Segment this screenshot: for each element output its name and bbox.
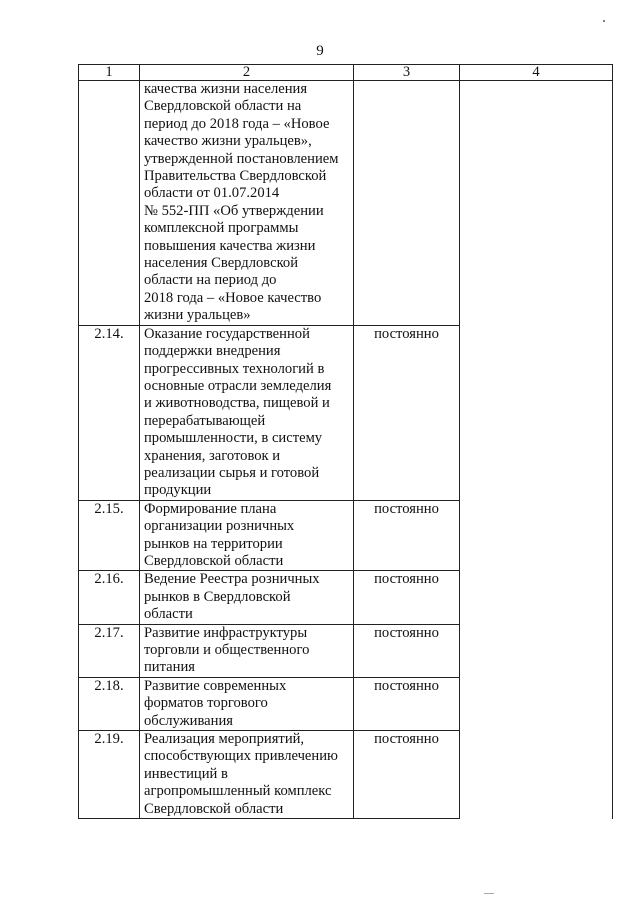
scan-speck [484,893,494,894]
row-term: постоянно [354,731,460,819]
scan-speck [603,20,605,22]
row-text: качества жизни населения Свердловской области на период до 2018 года – «Новое качество жизни уральцев», утвержденной постановлением Правительства Свердловской области от 01.07.2014 № 552-ПП «Об утверждении комплексной программы повышения качества жизни населения Свердловской области на период до 2018 года – «Новое качество жизни уральцев» [140,81,354,326]
row-term: постоянно [354,624,460,677]
row-number [79,81,140,326]
row-term: постоянно [354,571,460,624]
column-header-3: 3 [354,65,460,81]
table-header-row [79,65,613,81]
column-header-2: 2 [140,65,354,81]
row-text: Ведение Реестра розничных рынков в Свердловской области [140,571,354,624]
row-text: Развитие инфраструктуры торговли и общественного питания [140,624,354,677]
page-number: 9 [316,43,324,59]
column-header-1: 1 [79,65,140,81]
row-number: 2.16. [79,571,140,624]
row-text: Реализация мероприятий, способствующих привлечению инвестиций в агропромышленный комплекс Свердловской области [140,731,354,819]
row-text: Развитие современных форматов торгового обслуживания [140,677,354,730]
row-text: Оказание государственной поддержки внедрения прогрессивных технологий в основные отрасли земледелия и животноводства, пищевой и перерабатывающей промышленности, в систему хранения, заготовок и реализации сырья и готовой продукции [140,325,354,500]
document-table [78,64,613,819]
column-header-4: 4 [460,65,613,81]
row-number: 2.18. [79,677,140,730]
row-term [354,81,460,326]
row-term: постоянно [354,677,460,730]
row-number: 2.17. [79,624,140,677]
row-term: постоянно [354,500,460,571]
row-term: постоянно [354,325,460,500]
row-number: 2.15. [79,500,140,571]
row-text: Формирование плана организации розничных рынков на территории Свердловской области [140,500,354,571]
row-number: 2.19. [79,731,140,819]
row-number: 2.14. [79,325,140,500]
table-row [79,81,613,326]
column-4-cell [460,81,613,819]
